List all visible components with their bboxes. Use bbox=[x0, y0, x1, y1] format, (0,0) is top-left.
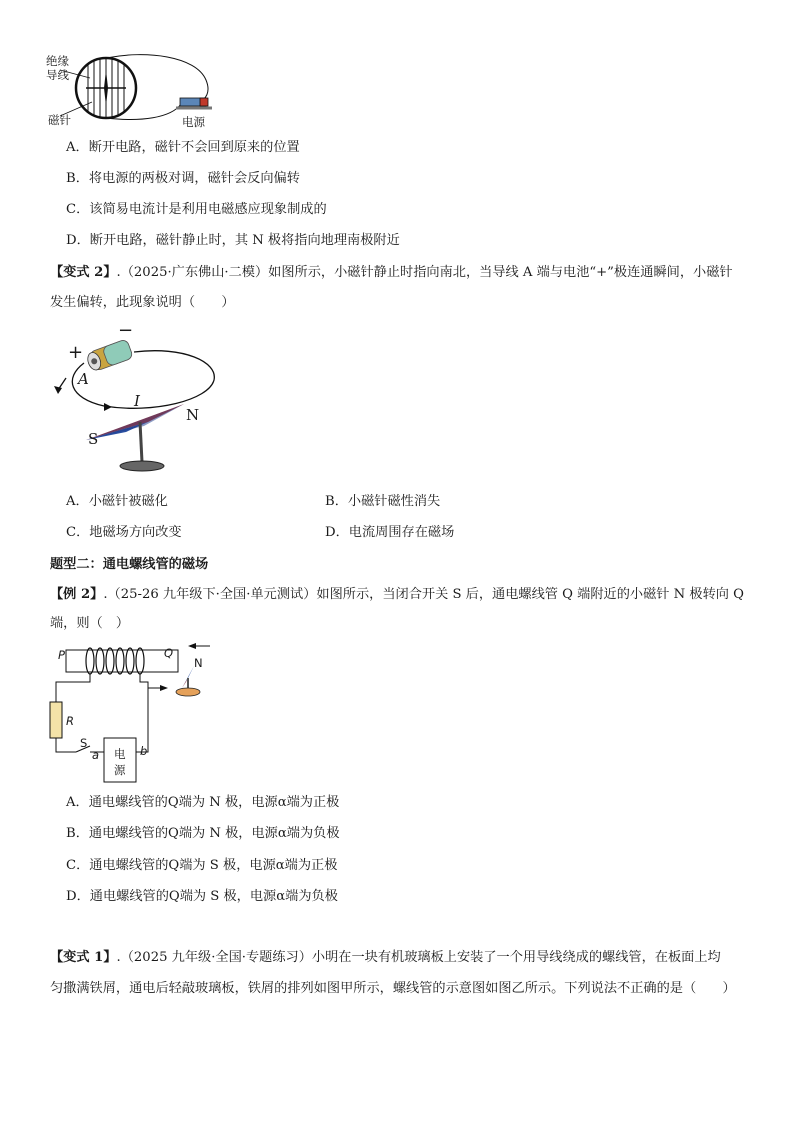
variant1-question-line2: 匀撒满铁屑，通电后轻敲玻璃板，铁屑的排列如图甲所示，螺线管的示意图如图乙所示。下列说法不正确的是（ ） bbox=[50, 981, 736, 996]
label-minus: − bbox=[118, 320, 134, 341]
q1-option-b[interactable]: B．将电源的两极对调，磁针会反向偏转 bbox=[66, 171, 300, 186]
label-power-2: 源 bbox=[114, 763, 126, 777]
label-b-terminal: b bbox=[140, 744, 148, 758]
q1-option-a[interactable]: A．断开电路，磁针不会回到原来的位置 bbox=[66, 140, 300, 155]
figure-galvanometer bbox=[46, 48, 236, 130]
figure-solenoid-circuit bbox=[46, 640, 226, 788]
q3-option-a[interactable]: A．通电螺线管的Q端为 N 极，电源α端为正极 bbox=[66, 795, 340, 810]
label-insulated-wire: 绝缘 导线 bbox=[46, 54, 69, 82]
example2-question-line2: 端，则（ ） bbox=[50, 616, 130, 631]
variant1-text-line1: .（2025 九年级·全国·专题练习）小明在一块有机玻璃板上安装了一个用导线绕成的螺线管，在板面上均 bbox=[116, 950, 721, 965]
label-plus: + bbox=[68, 342, 84, 363]
label-south: S bbox=[88, 430, 99, 448]
variant1-tag: 【变式 1】 bbox=[50, 950, 117, 965]
label-magnetic-needle: 磁针 bbox=[48, 113, 71, 127]
label-n: N bbox=[194, 656, 203, 670]
label-a-terminal: a bbox=[92, 748, 100, 762]
label-power-source: 电源 bbox=[182, 115, 205, 129]
variant2-text-line1: .（2025·广东佛山·二模）如图所示，小磁针静止时指向南北，当导线 A 端与电池“+”极连通瞬间，小磁针 bbox=[116, 265, 733, 280]
q2-option-c[interactable]: C．地磁场方向改变 bbox=[66, 525, 182, 540]
label-p: P bbox=[58, 648, 65, 662]
label-r: R bbox=[66, 714, 74, 728]
galvanometer-diagram bbox=[46, 48, 236, 130]
label-current-i: I bbox=[134, 392, 140, 410]
q1-option-d[interactable]: D．断开电路，磁针静止时，其 N 极将指向地理南极附近 bbox=[66, 233, 400, 248]
variant2-question-line2: 发生偏转，此现象说明（ ） bbox=[50, 295, 235, 310]
q3-option-d[interactable]: D．通电螺线管的Q端为 S 极，电源α端为负极 bbox=[66, 889, 338, 904]
label-q: Q bbox=[164, 646, 174, 660]
q3-option-b[interactable]: B．通电螺线管的Q端为 N 极，电源α端为负极 bbox=[66, 826, 340, 841]
q2-option-d[interactable]: D．电流周围存在磁场 bbox=[325, 525, 455, 540]
variant2-tag: 【变式 2】 bbox=[50, 265, 117, 280]
example2-text-line1: .（25-26 九年级下·全国·单元测试）如图所示，当闭合开关 S 后，通电螺线管 Q 端附近的小磁针 N 极转向 Q bbox=[103, 587, 744, 602]
label-north: N bbox=[186, 406, 200, 424]
q1-option-c[interactable]: C．该简易电流计是利用电磁感应现象制成的 bbox=[66, 202, 327, 217]
example2-tag: 【例 2】 bbox=[50, 587, 104, 602]
q2-option-a[interactable]: A．小磁针被磁化 bbox=[66, 494, 168, 509]
example2-question-line1 bbox=[50, 586, 744, 604]
variant1-question-line1 bbox=[50, 949, 721, 967]
label-switch-s: S bbox=[80, 736, 88, 750]
section2-title: 题型二：通电螺线管的磁场 bbox=[50, 557, 209, 572]
figure-oersted bbox=[44, 318, 224, 478]
label-power-1: 电 bbox=[114, 747, 126, 761]
variant2-question-line1 bbox=[50, 264, 733, 282]
q3-option-c[interactable]: C．通电螺线管的Q端为 S 极，电源α端为正极 bbox=[66, 858, 338, 873]
label-a: A bbox=[78, 370, 89, 388]
q2-option-b[interactable]: B．小磁针磁性消失 bbox=[325, 494, 441, 509]
